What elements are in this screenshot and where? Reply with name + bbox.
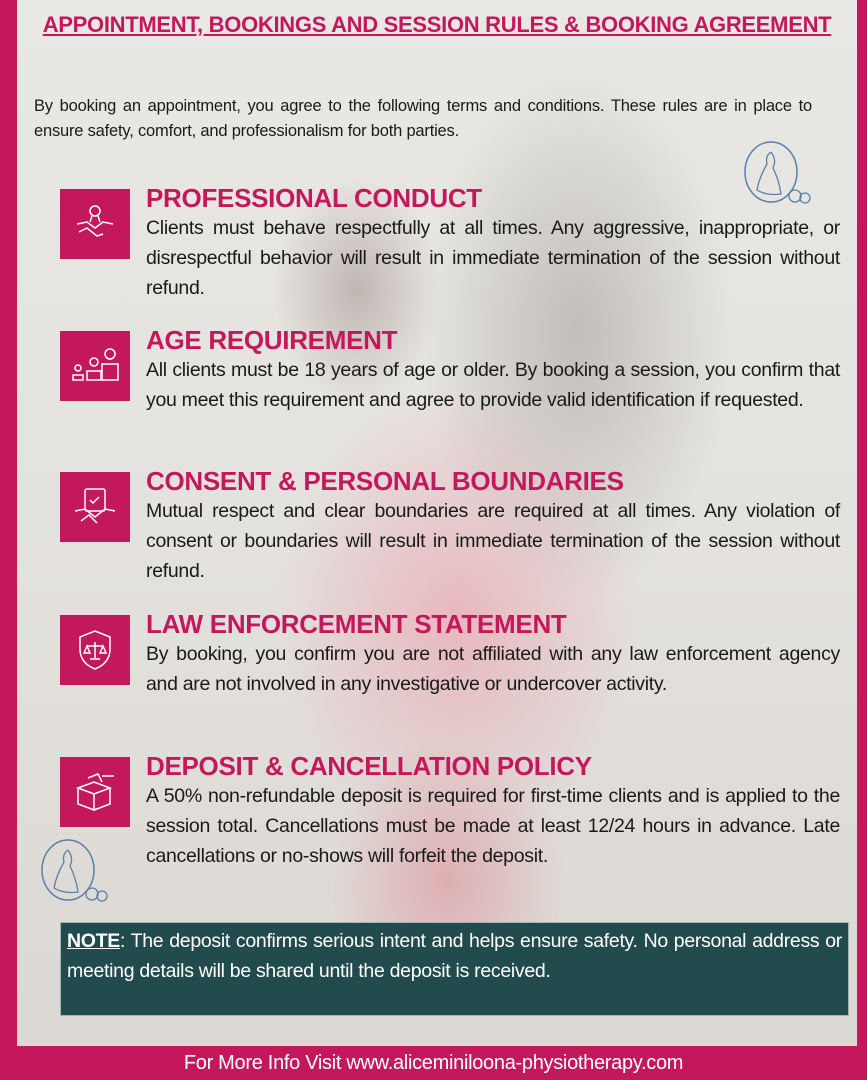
note-box <box>60 922 849 1016</box>
agreement-handshake-icon <box>60 472 130 542</box>
people-group-icon <box>60 331 130 401</box>
section-title: AGE REQUIREMENT <box>146 325 398 355</box>
logo-icon <box>32 838 112 908</box>
note-text: : The deposit confirms serious intent and helps ensure safety. No personal address or meeting details will be shared until the deposit is received. <box>67 930 842 982</box>
section-body: Mutual respect and clear boundaries are required at all times. Any violation of consent or boundaries will result in immediate termination of the session without refund. <box>146 500 840 582</box>
logo-icon <box>735 140 815 210</box>
law-badge-icon <box>60 615 130 685</box>
section-body: All clients must be 18 years of age or older. By booking a session, you confirm that you meet this requirement and agree to provide valid identification if requested. <box>146 359 840 411</box>
deposit-box-icon <box>60 757 130 827</box>
page-title: APPOINTMENT, BOOKINGS AND SESSION RULES & BOOKING AGREEMENT <box>42 12 832 37</box>
section-body: By booking, you confirm you are not affiliated with any law enforcement agency and are not involved in any investigative or undercover activity. <box>146 643 840 695</box>
section-title: CONSENT & PERSONAL BOUNDARIES <box>146 466 624 496</box>
section-title: PROFESSIONAL CONDUCT <box>146 183 482 213</box>
intro-text: By booking an appointment, you agree to the following terms and conditions. These rules are in place to ensure safety, comfort, and professionalism for both parties. <box>34 97 812 140</box>
note-label: NOTE <box>67 930 120 952</box>
flyer-panel <box>17 0 857 1046</box>
section-body: Clients must behave respectfully at all times. Any aggressive, inappropriate, or disrespectful behavior will result in immediate termination of the session without refund. <box>146 217 840 299</box>
footer-website: For More Info Visit www.aliceminiloona-physiotherapy.com <box>183 1052 684 1074</box>
section-title: LAW ENFORCEMENT STATEMENT <box>146 609 567 639</box>
section-body: A 50% non-refundable deposit is required for first-time clients and is applied to the session total. Cancellations must be made at least 12/24 hours in advance. Late cancellations or no-shows will forfeit the deposit. <box>146 785 840 867</box>
handshake-award-icon <box>60 189 130 259</box>
section-title: DEPOSIT & CANCELLATION POLICY <box>146 751 592 781</box>
